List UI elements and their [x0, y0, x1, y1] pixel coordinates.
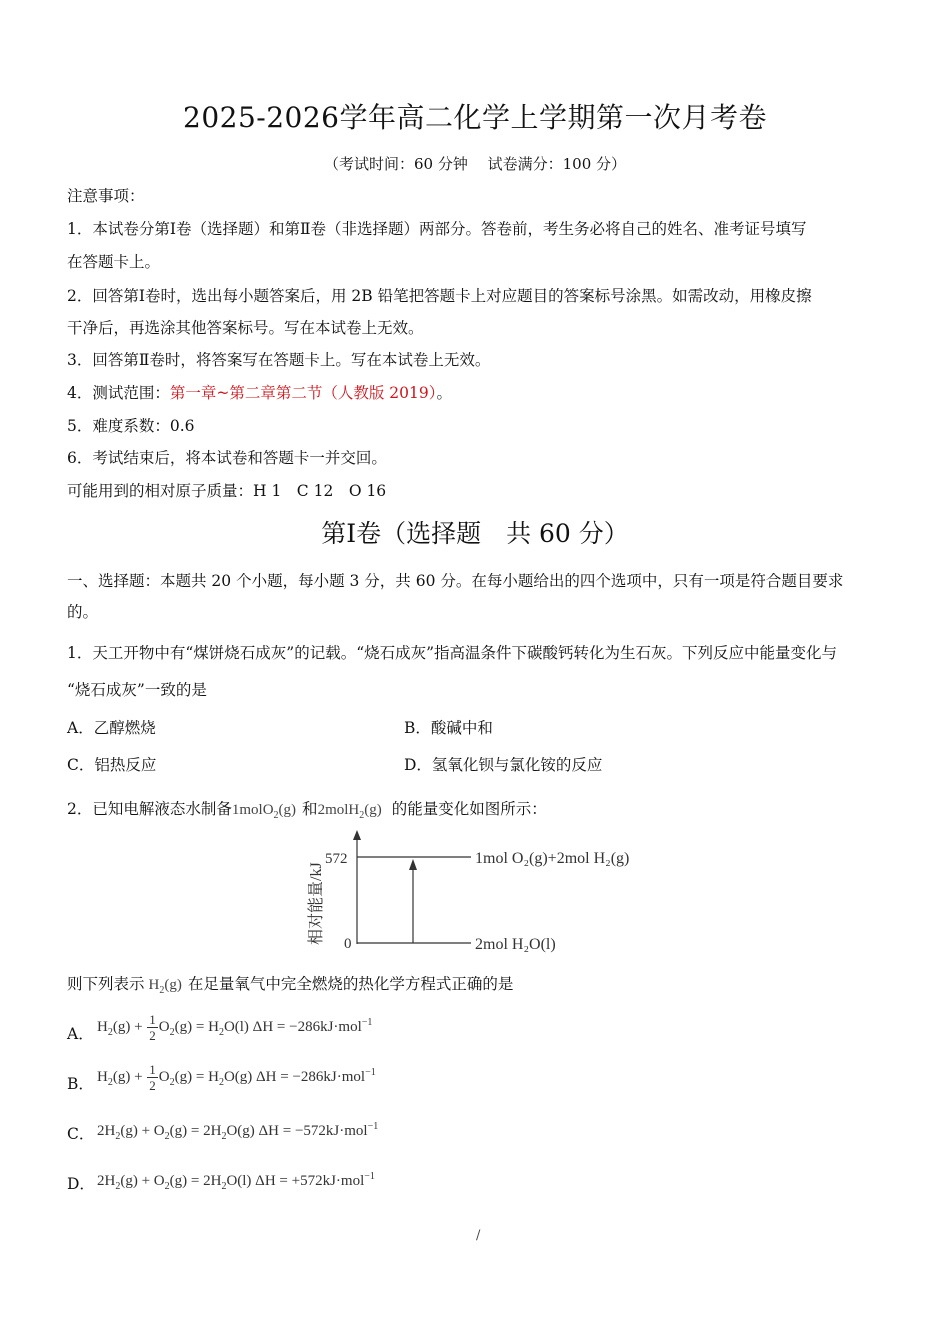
q1-option-d: D．氢氧化钡与氯化铵的反应: [404, 756, 603, 774]
q2-ask-prefix: 则下列表示: [67, 975, 145, 993]
q2-hydrogen-amount: 2molH$_2$(g): [317, 802, 382, 821]
q2-option-d-label: D．: [67, 1175, 95, 1193]
upper-level-label: 1mol O₂(g)+2mol H₂(g): [475, 850, 630, 867]
q2-option-c-equation: $2H_2(g) + O_2(g) = 2H_2O(g) \Delta H = -572kJ\cdot mol^{-1}$: [97, 1121, 379, 1142]
q1-option-b: B．酸碱中和: [404, 719, 493, 737]
energy-arrowhead: [409, 859, 417, 870]
note-4-suffix: 。: [436, 384, 453, 402]
q2-stem: [67, 799, 547, 826]
section-instruction-b: 的。: [67, 603, 99, 621]
section-title: 第Ⅰ卷（选择题 共 60 分）: [321, 519, 629, 548]
note-4: [67, 383, 452, 403]
q2-ask-suffix: 在足量氧气中完全燃烧的热化学方程式正确的是: [187, 975, 514, 993]
q1-stem-b: “烧石成灰”一致的是: [67, 681, 207, 699]
energy-diagram: [295, 828, 665, 958]
note-2a: 2．回答第Ⅰ卷时，选出每小题答案后，用 2B 铅笔把答题卡上对应题目的答案标号涂黑。如需改动，用橡皮擦: [67, 287, 812, 305]
q2-stem-suffix: 的能量变化如图所示：: [391, 800, 547, 818]
note-5: 5．难度系数：0.6: [67, 417, 195, 435]
y-axis-arrowhead: [353, 830, 361, 840]
note-4-prefix: 4．测试范围：: [67, 384, 170, 402]
note-6: 6．考试结束后，将本试卷和答题卡一并交回。: [67, 449, 387, 467]
q2-h2: $H_2(g)$: [148, 977, 182, 996]
q2-option-a-equation: $H_2(g)$ + $\frac{1}{2}$ $O_2(g) = H_2O(l) \Delta H = -286kJ\cdot mol^{-1}$: [97, 1012, 373, 1043]
test-range: 第一章~第二章第二节（人教版 2019）: [169, 384, 437, 402]
exam-title: 2025-2026学年高二化学上学期第一次月考卷: [183, 101, 767, 134]
q2-option-a-label: A．: [67, 1025, 94, 1043]
q1-stem-a: 1．天工开物中有“煤饼烧石成灰”的记载。“烧石成灰”指高温条件下碳酸钙转化为生石灰。下列反应中能量变化与: [67, 644, 838, 662]
note-1a: 1．本试卷分第Ⅰ卷（选择题）和第Ⅱ卷（非选择题）两部分。答卷前，考生务必将自己的姓名、准考证号填写: [67, 220, 807, 238]
q2-oxygen-amount: 1molO$_2$(g): [231, 802, 297, 821]
tick-label-0: 0: [344, 936, 352, 952]
note-2b: 干净后，再选涂其他答案标号。写在本试卷上无效。: [67, 319, 424, 337]
lower-level-label: 2mol H₂O(l): [475, 936, 556, 953]
q2-stem-prefix: 2．已知电解液态水制备: [67, 800, 232, 818]
q2-option-b-label: B．: [67, 1075, 94, 1093]
q2-option-d-equation: $2H_2(g) + O_2(g) = 2H_2O(l) \Delta H = +572kJ\cdot mol^{-1}$: [97, 1171, 375, 1192]
tick-label-572: 572: [325, 851, 348, 867]
note-1b: 在答题卡上。: [67, 253, 161, 271]
atomic-masses: 可能用到的相对原子质量：H 1 C 12 O 16: [67, 482, 387, 500]
exam-subtitle: （考试时间：60 分钟 试卷满分：100 分）: [323, 155, 627, 173]
notes-heading: 注意事项：: [67, 187, 145, 205]
section-instruction-a: 一、选择题：本题共 20 个小题，每小题 3 分，共 60 分。在每小题给出的四个选项中，只有一项是符合题目要求: [67, 572, 844, 590]
q2-option-b-equation: $H_2(g)$ + $\frac{1}{2}$ $O_2(g) = H_2O(g) \Delta H = -286kJ\cdot mol^{-1}$: [97, 1062, 376, 1093]
q2-option-c-label: C．: [67, 1125, 95, 1143]
q2-and: 和: [302, 800, 318, 818]
note-3: 3．回答第Ⅱ卷时，将答案写在答题卡上。写在本试卷上无效。: [67, 351, 491, 369]
q1-option-c: C．铝热反应: [67, 756, 157, 774]
page-footer-mark: /: [476, 1228, 481, 1243]
q1-option-a: A．乙醇燃烧: [67, 719, 156, 737]
q2-ask: [67, 974, 513, 1001]
diagram-ylabel: 相对能量/kJ: [308, 862, 325, 945]
